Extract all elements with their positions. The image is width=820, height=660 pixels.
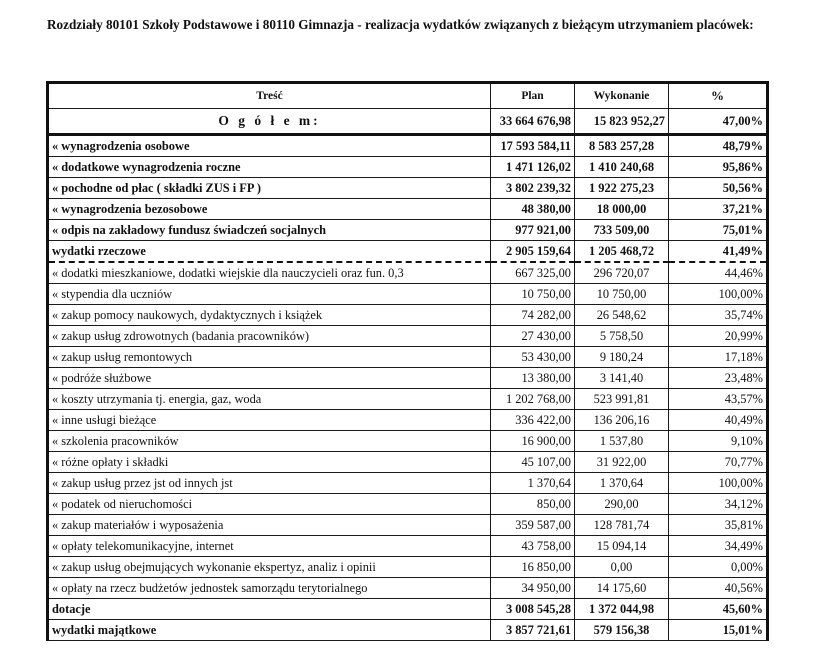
row-label: « podróże służbowe xyxy=(48,368,491,389)
table-row xyxy=(48,326,768,347)
table-row xyxy=(48,241,768,263)
row-plan: 336 422,00 xyxy=(491,410,575,431)
row-plan: 48 380,00 xyxy=(491,199,575,220)
row-plan: 16 850,00 xyxy=(491,557,575,578)
row-wykonanie: 1 922 275,23 xyxy=(575,178,669,199)
row-label: « wynagrodzenia bezosobowe xyxy=(48,199,491,220)
row-label: « koszty utrzymania tj. energia, gaz, woda xyxy=(48,389,491,410)
row-wykonanie: 26 548,62 xyxy=(575,305,669,326)
row-label: « pochodne od płac ( składki ZUS i FP ) xyxy=(48,178,491,199)
table-row xyxy=(48,515,768,536)
row-wykonanie: 1 205 468,72 xyxy=(575,241,669,263)
total-plan: 33 664 676,98 xyxy=(491,109,575,135)
row-wykonanie: 733 509,00 xyxy=(575,220,669,241)
row-wykonanie: 10 750,00 xyxy=(575,284,669,305)
row-label: « opłaty na rzecz budżetów jednostek samorządu terytorialnego xyxy=(48,578,491,599)
budget-table xyxy=(46,81,769,641)
row-percent: 43,57% xyxy=(669,389,768,410)
row-plan: 977 921,00 xyxy=(491,220,575,241)
row-percent: 41,49% xyxy=(669,241,768,263)
row-percent: 35,74% xyxy=(669,305,768,326)
row-percent: 23,48% xyxy=(669,368,768,389)
row-wykonanie: 1 372 044,98 xyxy=(575,599,669,620)
row-label: « dodatkowe wynagrodzenia roczne xyxy=(48,157,491,178)
header-tresc: Treść xyxy=(48,83,491,109)
table-row xyxy=(48,305,768,326)
row-label: « wynagrodzenia osobowe xyxy=(48,135,491,157)
row-percent: 34,49% xyxy=(669,536,768,557)
table-row xyxy=(48,473,768,494)
row-label: « szkolenia pracowników xyxy=(48,431,491,452)
row-label: « inne usługi bieżące xyxy=(48,410,491,431)
row-plan: 2 905 159,64 xyxy=(491,241,575,263)
row-label: dotacje xyxy=(48,599,491,620)
row-wykonanie: 3 141,40 xyxy=(575,368,669,389)
header-percent: % xyxy=(669,83,768,109)
row-percent: 45,60% xyxy=(669,599,768,620)
row-label: « zakup usług przez jst od innych jst xyxy=(48,473,491,494)
table-row xyxy=(48,368,768,389)
table-row xyxy=(48,284,768,305)
table-row xyxy=(48,578,768,599)
row-plan: 17 593 584,11 xyxy=(491,135,575,157)
table-row xyxy=(48,262,768,284)
row-wykonanie: 136 206,16 xyxy=(575,410,669,431)
table-header-row xyxy=(48,83,768,109)
row-wykonanie: 579 156,38 xyxy=(575,620,669,641)
header-plan: Plan xyxy=(491,83,575,109)
row-plan: 45 107,00 xyxy=(491,452,575,473)
row-label: « opłaty telekomunikacyjne, internet xyxy=(48,536,491,557)
row-label: « zakup pomocy naukowych, dydaktycznych i książek xyxy=(48,305,491,326)
row-label: « stypendia dla uczniów xyxy=(48,284,491,305)
row-label: « dodatki mieszkaniowe, dodatki wiejskie dla nauczycieli oraz fun. 0,3 xyxy=(48,262,491,284)
row-percent: 20,99% xyxy=(669,326,768,347)
row-percent: 95,86% xyxy=(669,157,768,178)
row-wykonanie: 128 781,74 xyxy=(575,515,669,536)
table-row xyxy=(48,431,768,452)
row-plan: 16 900,00 xyxy=(491,431,575,452)
table-row xyxy=(48,557,768,578)
row-wykonanie: 31 922,00 xyxy=(575,452,669,473)
row-plan: 359 587,00 xyxy=(491,515,575,536)
row-wykonanie: 9 180,24 xyxy=(575,347,669,368)
row-percent: 40,49% xyxy=(669,410,768,431)
row-plan: 74 282,00 xyxy=(491,305,575,326)
row-percent: 100,00% xyxy=(669,284,768,305)
row-wykonanie: 1 537,80 xyxy=(575,431,669,452)
row-wykonanie: 5 758,50 xyxy=(575,326,669,347)
table-row xyxy=(48,536,768,557)
row-wykonanie: 15 094,14 xyxy=(575,536,669,557)
row-wykonanie: 1 370,64 xyxy=(575,473,669,494)
row-wykonanie: 290,00 xyxy=(575,494,669,515)
row-plan: 53 430,00 xyxy=(491,347,575,368)
row-plan: 1 471 126,02 xyxy=(491,157,575,178)
table-row xyxy=(48,389,768,410)
table-row xyxy=(48,178,768,199)
row-percent: 100,00% xyxy=(669,473,768,494)
row-plan: 3 802 239,32 xyxy=(491,178,575,199)
row-plan: 1 202 768,00 xyxy=(491,389,575,410)
table-row xyxy=(48,452,768,473)
row-plan: 850,00 xyxy=(491,494,575,515)
row-percent: 15,01% xyxy=(669,620,768,641)
row-wykonanie: 14 175,60 xyxy=(575,578,669,599)
row-label: « zakup usług obejmujących wykonanie ekspertyz, analiz i opinii xyxy=(48,557,491,578)
row-wykonanie: 1 410 240,68 xyxy=(575,157,669,178)
row-percent: 70,77% xyxy=(669,452,768,473)
row-label: « odpis na zakładowy fundusz świadczeń socjalnych xyxy=(48,220,491,241)
row-plan: 10 750,00 xyxy=(491,284,575,305)
row-percent: 50,56% xyxy=(669,178,768,199)
total-row xyxy=(48,109,768,135)
row-percent: 35,81% xyxy=(669,515,768,536)
table-row xyxy=(48,199,768,220)
table-row xyxy=(48,620,768,641)
row-wykonanie: 18 000,00 xyxy=(575,199,669,220)
row-plan: 667 325,00 xyxy=(491,262,575,284)
table-row xyxy=(48,494,768,515)
row-plan: 27 430,00 xyxy=(491,326,575,347)
total-wykonanie: 15 823 952,27 xyxy=(575,109,669,135)
table-row xyxy=(48,599,768,620)
row-percent: 40,56% xyxy=(669,578,768,599)
table-row xyxy=(48,410,768,431)
row-label: « podatek od nieruchomości xyxy=(48,494,491,515)
row-percent: 48,79% xyxy=(669,135,768,157)
total-percent: 47,00% xyxy=(669,109,768,135)
table-row xyxy=(48,347,768,368)
document-title: Rozdziały 80101 Szkoły Podstawowe i 80110 Gimnazja - realizacja wydatków związanych z bieżącym utrzymaniem placówek: xyxy=(47,17,754,32)
row-label: « zakup materiałów i wyposażenia xyxy=(48,515,491,536)
row-plan: 3 857 721,61 xyxy=(491,620,575,641)
row-percent: 44,46% xyxy=(669,262,768,284)
row-label: « zakup usług remontowych xyxy=(48,347,491,368)
row-plan: 34 950,00 xyxy=(491,578,575,599)
row-percent: 9,10% xyxy=(669,431,768,452)
row-wykonanie: 0,00 xyxy=(575,557,669,578)
row-plan: 13 380,00 xyxy=(491,368,575,389)
table-row xyxy=(48,157,768,178)
row-plan: 43 758,00 xyxy=(491,536,575,557)
row-label: « różne opłaty i składki xyxy=(48,452,491,473)
row-percent: 17,18% xyxy=(669,347,768,368)
table-row xyxy=(48,135,768,157)
row-percent: 37,21% xyxy=(669,199,768,220)
row-label: wydatki rzeczowe xyxy=(48,241,491,263)
row-percent: 75,01% xyxy=(669,220,768,241)
total-label: O g ó ł e m: xyxy=(48,109,491,135)
row-wykonanie: 8 583 257,28 xyxy=(575,135,669,157)
row-label: « zakup usług zdrowotnych (badania pracowników) xyxy=(48,326,491,347)
row-wykonanie: 296 720,07 xyxy=(575,262,669,284)
row-wykonanie: 523 991,81 xyxy=(575,389,669,410)
row-percent: 0,00% xyxy=(669,557,768,578)
row-plan: 1 370,64 xyxy=(491,473,575,494)
row-plan: 3 008 545,28 xyxy=(491,599,575,620)
row-percent: 34,12% xyxy=(669,494,768,515)
row-label: wydatki majątkowe xyxy=(48,620,491,641)
table-row xyxy=(48,220,768,241)
header-wykonanie: Wykonanie xyxy=(575,83,669,109)
